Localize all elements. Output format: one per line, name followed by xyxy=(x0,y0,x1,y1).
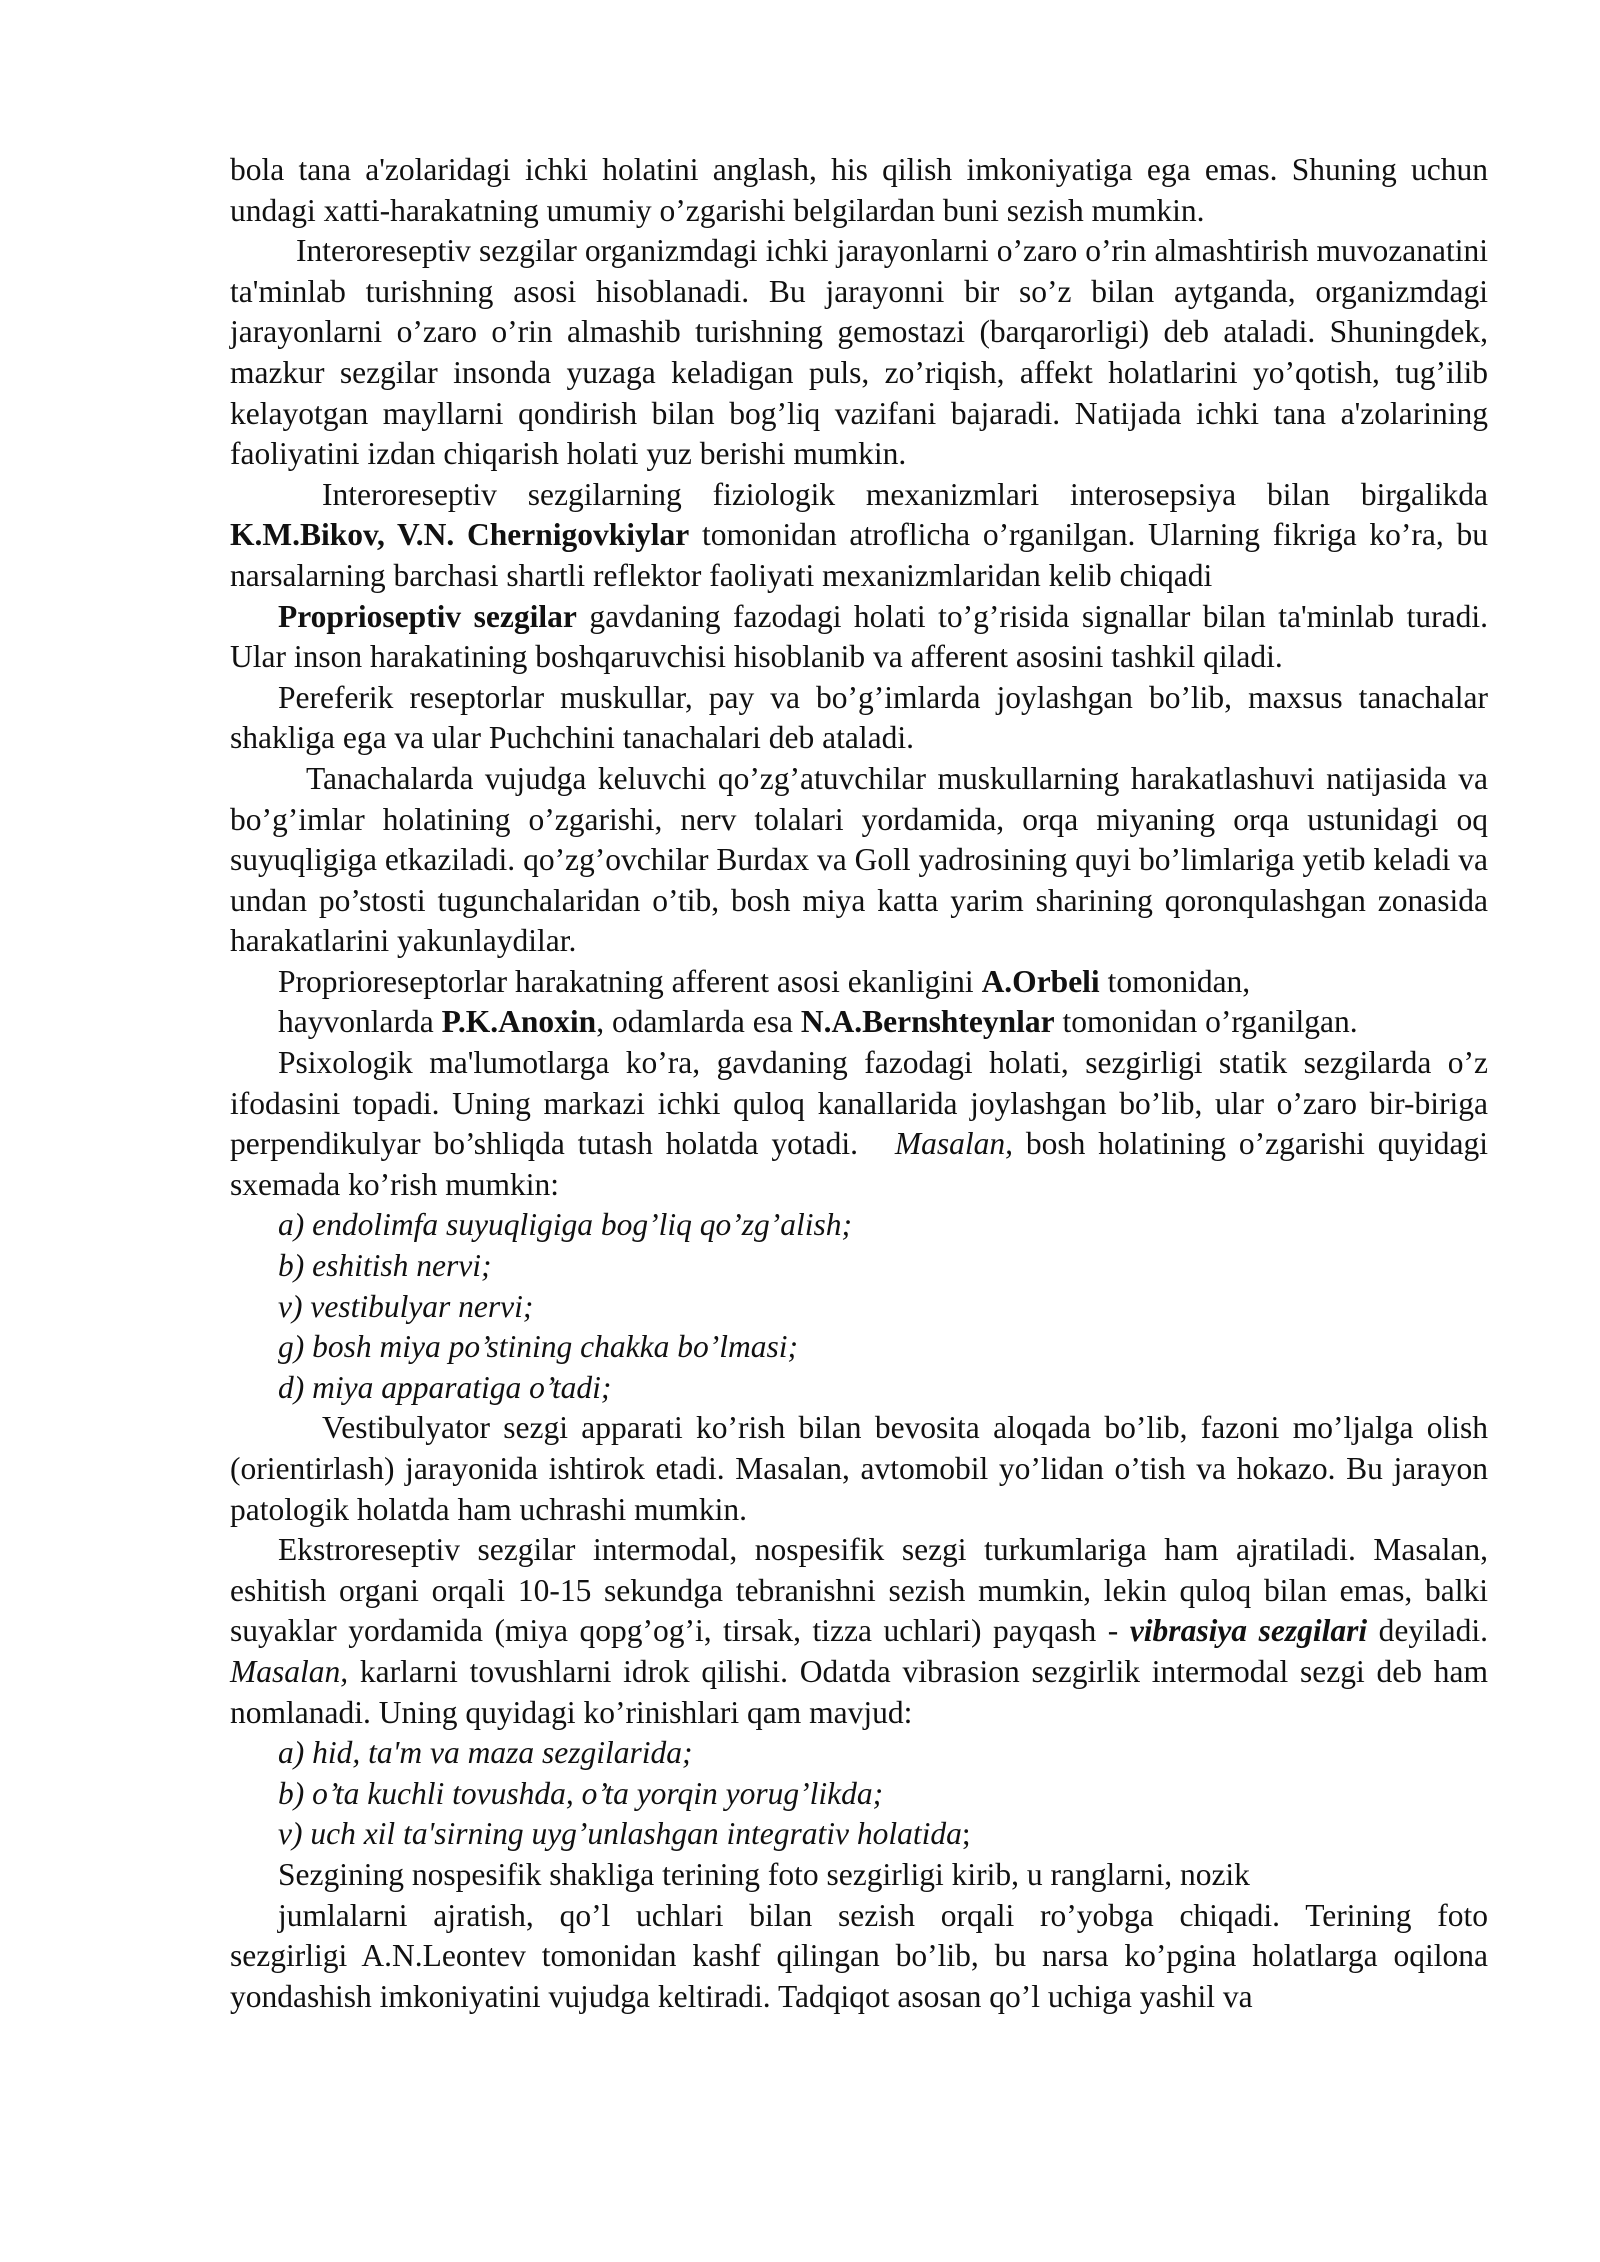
paragraph xyxy=(230,962,1488,1003)
bold-author-name: A.Orbeli xyxy=(981,963,1100,999)
paragraph xyxy=(230,1002,1488,1043)
paragraph: Vestibulyator sezgi apparati ko’rish bilan bevosita aloqada bo’lib, fazoni mo’ljalga olish (orientirlash) jarayonida ishtirok etadi. Masalan, avtomobil yo’lidan o’tish va hokazo. Bu jarayon patologik holatda ham uchrashi mumkin. xyxy=(230,1410,1488,1527)
bold-author-names: K.M.Bikov, V.N. Chernigovkiylar xyxy=(230,517,690,553)
text-run: gavdaning fazodagi holati to’g’risida signallar bilan ta'minlab turadi. Ular inson harakatining boshqaruvchisi hisoblanib va afferent asosini tashkil qiladi. xyxy=(230,598,1488,675)
paragraph xyxy=(230,1530,1488,1733)
paragraph xyxy=(230,1896,1488,2018)
text-run: Ekstroreseptiv sezgilar intermodal, nospesifik sezgi turkumlariga ham ajratiladi. Masalan, eshitish organi orqali 10-15 sekundga tebranishni sezish mumkin, lekin quloq bilan emas, balki suyaklar yordamida (miya qopg’og’i, tirsak, tizza uchlari) payqash - xyxy=(230,1532,1488,1649)
paragraph: Interoreseptiv sezgilar organizmdagi ichki jarayonlarni o’zaro o’rin almashtirish muvozanatini ta'minlab turishning asosi hisoblanadi. Bu jarayonni bir so’z bilan aytganda, organizmdagi jarayonlarni o’zaro o’rin almashib turishning gemostazi (barqarorligi) deb ataladi. Shuningdek, mazkur sezgilar insonda yuzaga keladigan puls, zo’riqish, affekt holatlarini yo’qotish, tug’ilib kelayotgan mayllarni qondirish bilan bog’liq vazifani bajaradi. Natijada ichki tana a'zolarining faoliyatini izdan chiqarish holati yuz berishi mumkin. xyxy=(230,233,1488,472)
text-run: sezgirligi A.N.Leontev tomonidan kashf qilingan bo’lib, bu narsa ko’pgina holatlarga oqilona yondashish imkoniyatini vujudga keltiradi. Tadqiqot asosan qo’l uchiga yashil va xyxy=(230,1938,1488,2014)
paragraph xyxy=(230,1043,1488,1205)
text-run: tomonidan, xyxy=(1099,963,1251,999)
text-run: Interoreseptiv sezgilarning fiziologik mexanizmlari interosepsiya bilan birgalikda xyxy=(322,476,1488,512)
list-item: a) hid, ta'm va maza sezgilarida; xyxy=(278,1735,693,1771)
bold-italic-term: vibrasiya sezgilari xyxy=(1129,1613,1368,1649)
text-run: bosh holatining o’zgarishi quyidagi sxemada ko’rish mumkin: xyxy=(230,1126,1488,1202)
list-item: d) miya apparatiga o’tadi; xyxy=(278,1369,612,1405)
text-run: , odamlarda esa xyxy=(596,1004,801,1040)
list-item: v) vestibulyar nervi; xyxy=(278,1288,534,1324)
paragraph xyxy=(230,597,1488,678)
italic-word: Masalan, xyxy=(230,1653,349,1689)
list-item: b) o’ta kuchli tovushda, o’ta yorqin yorug’likda; xyxy=(278,1775,884,1811)
paragraph: Tanachalarda vujudga keluvchi qo’zg’atuvchilar muskullarning harakatlashuvi natijasida va bo’g’imlar holatining o’zgarishi, nerv tolalari yordamida, orqa miyaning orqa ustunidagi oq suyuqligiga etkaziladi. qo’zg’ovchilar Burdax va Goll yadrosining quyi bo’limlariga yetib keladi va undan po’stosti tugunchalaridan o’tib, bosh miya katta yarim sharining qoronqulashgan zonasida harakatlarini yakunlaydilar. xyxy=(230,760,1488,959)
bold-author-name: N.A.Bernshteynlar xyxy=(800,1004,1055,1040)
text-run: tomonidan o’rganilgan. xyxy=(1054,1004,1358,1040)
list-item-text: v) uch xil ta'sirning uyg’unlashgan integrativ holatida xyxy=(278,1816,962,1852)
paragraph: Sezgining nospesifik shakliga terining foto sezgirligi kirib, u ranglarni, nozik xyxy=(278,1856,1250,1892)
list-item xyxy=(230,1814,1488,1855)
paragraph: Pereferik reseptorlar muskullar, pay va bo’g’imlarda joylashgan bo’lib, maxsus tanachalar shakliga ega va ular Puchchini tanachalari deb ataladi. xyxy=(230,679,1488,756)
list-item-tail: ; xyxy=(961,1816,971,1852)
italic-word: Masalan, xyxy=(894,1126,1014,1162)
text-run: hayvonlarda xyxy=(278,1004,442,1040)
text-run: Proprioreseptorlar harakatning afferent asosi ekanligini xyxy=(278,963,982,999)
text-run: deyiladi. xyxy=(1367,1613,1489,1649)
text-run: tomonidan atroflicha o’rganilgan. Ularning fikriga ko’ra, bu narsalarning barchasi shartli reflektor faoliyati mexanizmlaridan kelib chiqadi xyxy=(230,517,1488,593)
paragraph: bola tana a'zolaridagi ichki holatini anglash, his qilish imkoniyatiga ega emas. Shuning uchun undagi xatti-harakatning umumiy o’zgarishi belgilardan buni sezish mumkin. xyxy=(230,152,1488,228)
text-run: jumlalarni ajratish, qo’l uchlari bilan sezish orqali ro’yobga chiqadi. Terining foto xyxy=(278,1897,1488,1933)
bold-term: Proprioseptiv sezgilar xyxy=(278,598,577,634)
paragraph xyxy=(230,475,1488,597)
text-run: Psixologik ma'lumotlarga ko’ra, gavdaning fazodagi holati, sezgirligi statik sezgilarda o’z ifodasini topadi. Uning markazi ichki quloq kanallarida joylashgan bo’lib, ular o’zaro bir-biriga perpendikulyar bo’shliqda tutash holatda yotadi. xyxy=(230,1045,1488,1162)
bold-author-name: P.K.Anoxin xyxy=(441,1004,597,1040)
document-page xyxy=(230,150,1488,2017)
list-item: b) eshitish nervi; xyxy=(278,1248,492,1284)
list-item: a) endolimfa suyuqligiga bog’liq qo’zg’alish; xyxy=(278,1207,852,1243)
text-run: karlarni tovushlarni idrok qilishi. Odatda vibrasion sezgirlik intermodal sezgi deb ham nomlanadi. Uning quyidagi ko’rinishlari qam mavjud: xyxy=(230,1653,1488,1730)
list-item: g) bosh miya po’stining chakka bo’lmasi; xyxy=(278,1329,798,1365)
